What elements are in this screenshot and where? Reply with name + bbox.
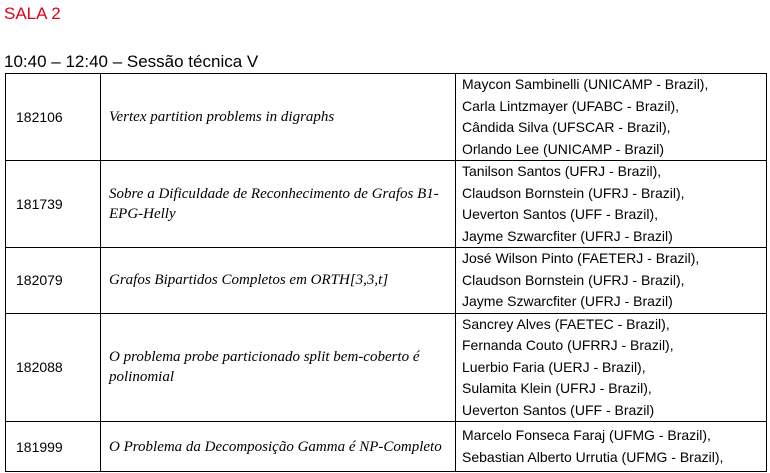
author: Tanilson Santos (UFRJ - Brazil), bbox=[462, 163, 662, 179]
author: Jayme Szwarcfiter (UFRJ - Brazil) bbox=[462, 227, 673, 244]
room-heading: SALA 2 bbox=[4, 4, 61, 23]
author: Claudson Bornstein (UFRJ - Brazil), bbox=[462, 271, 685, 288]
author: Luerbio Faria (UERJ - Brazil), bbox=[462, 358, 646, 375]
paper-authors bbox=[456, 422, 767, 472]
author: José Wilson Pinto (FAETERJ - Brazil), bbox=[462, 250, 700, 266]
paper-authors bbox=[456, 313, 767, 422]
session-heading: 10:40 – 12:40 – Sessão técnica V bbox=[4, 52, 259, 71]
author: Jayme Szwarcfiter (UFRJ - Brazil) bbox=[462, 293, 673, 309]
paper-id: 182088 bbox=[6, 313, 101, 422]
author: Maycon Sambinelli (UNICAMP - Brazil), bbox=[462, 76, 709, 92]
paper-id: 181739 bbox=[6, 161, 101, 248]
table-row bbox=[6, 313, 767, 422]
author: Claudson Bornstein (UFRJ - Brazil), bbox=[462, 184, 685, 201]
paper-id: 181999 bbox=[6, 422, 101, 472]
author: Carla Lintzmayer (UFABC - Brazil), bbox=[462, 97, 680, 114]
paper-title: O Problema da Decomposição Gamma é NP-Completo bbox=[101, 422, 456, 472]
paper-title: O problema probe particionado split bem-coberto é polinomial bbox=[101, 313, 456, 422]
author: Ueverton Santos (UFF - Brazil), bbox=[462, 206, 659, 222]
author: Fernanda Couto (UFRRJ - Brazil), bbox=[462, 337, 674, 353]
author: Orlando Lee (UNICAMP - Brazil) bbox=[462, 140, 665, 157]
author: Marcelo Fonseca Faraj (UFMG - Brazil), bbox=[462, 427, 711, 443]
author: Sebastian Alberto Urrutia (UFMG - Brazil), bbox=[462, 448, 724, 465]
paper-title: Vertex partition problems in digraphs bbox=[101, 74, 456, 161]
schedule-table bbox=[5, 73, 767, 472]
paper-id: 182106 bbox=[6, 74, 101, 161]
table-row bbox=[6, 248, 767, 314]
author: Ueverton Santos (UFF - Brazil) bbox=[462, 401, 655, 418]
paper-authors bbox=[456, 248, 767, 314]
author: Sulamita Klein (UFRJ - Brazil), bbox=[462, 380, 652, 396]
paper-title: Grafos Bipartidos Completos em ORTH[3,3,t] bbox=[101, 248, 456, 314]
paper-title: Sobre a Dificuldade de Reconhecimento de Grafos B1-EPG-Helly bbox=[101, 161, 456, 248]
table-row bbox=[6, 161, 767, 248]
table-row bbox=[6, 74, 767, 161]
paper-authors bbox=[456, 161, 767, 248]
table-row bbox=[6, 422, 767, 472]
paper-id: 182079 bbox=[6, 248, 101, 314]
author: Sancrey Alves (FAETEC - Brazil), bbox=[462, 315, 670, 332]
paper-authors bbox=[456, 74, 767, 161]
author: Cândida Silva (UFSCAR - Brazil), bbox=[462, 119, 671, 135]
